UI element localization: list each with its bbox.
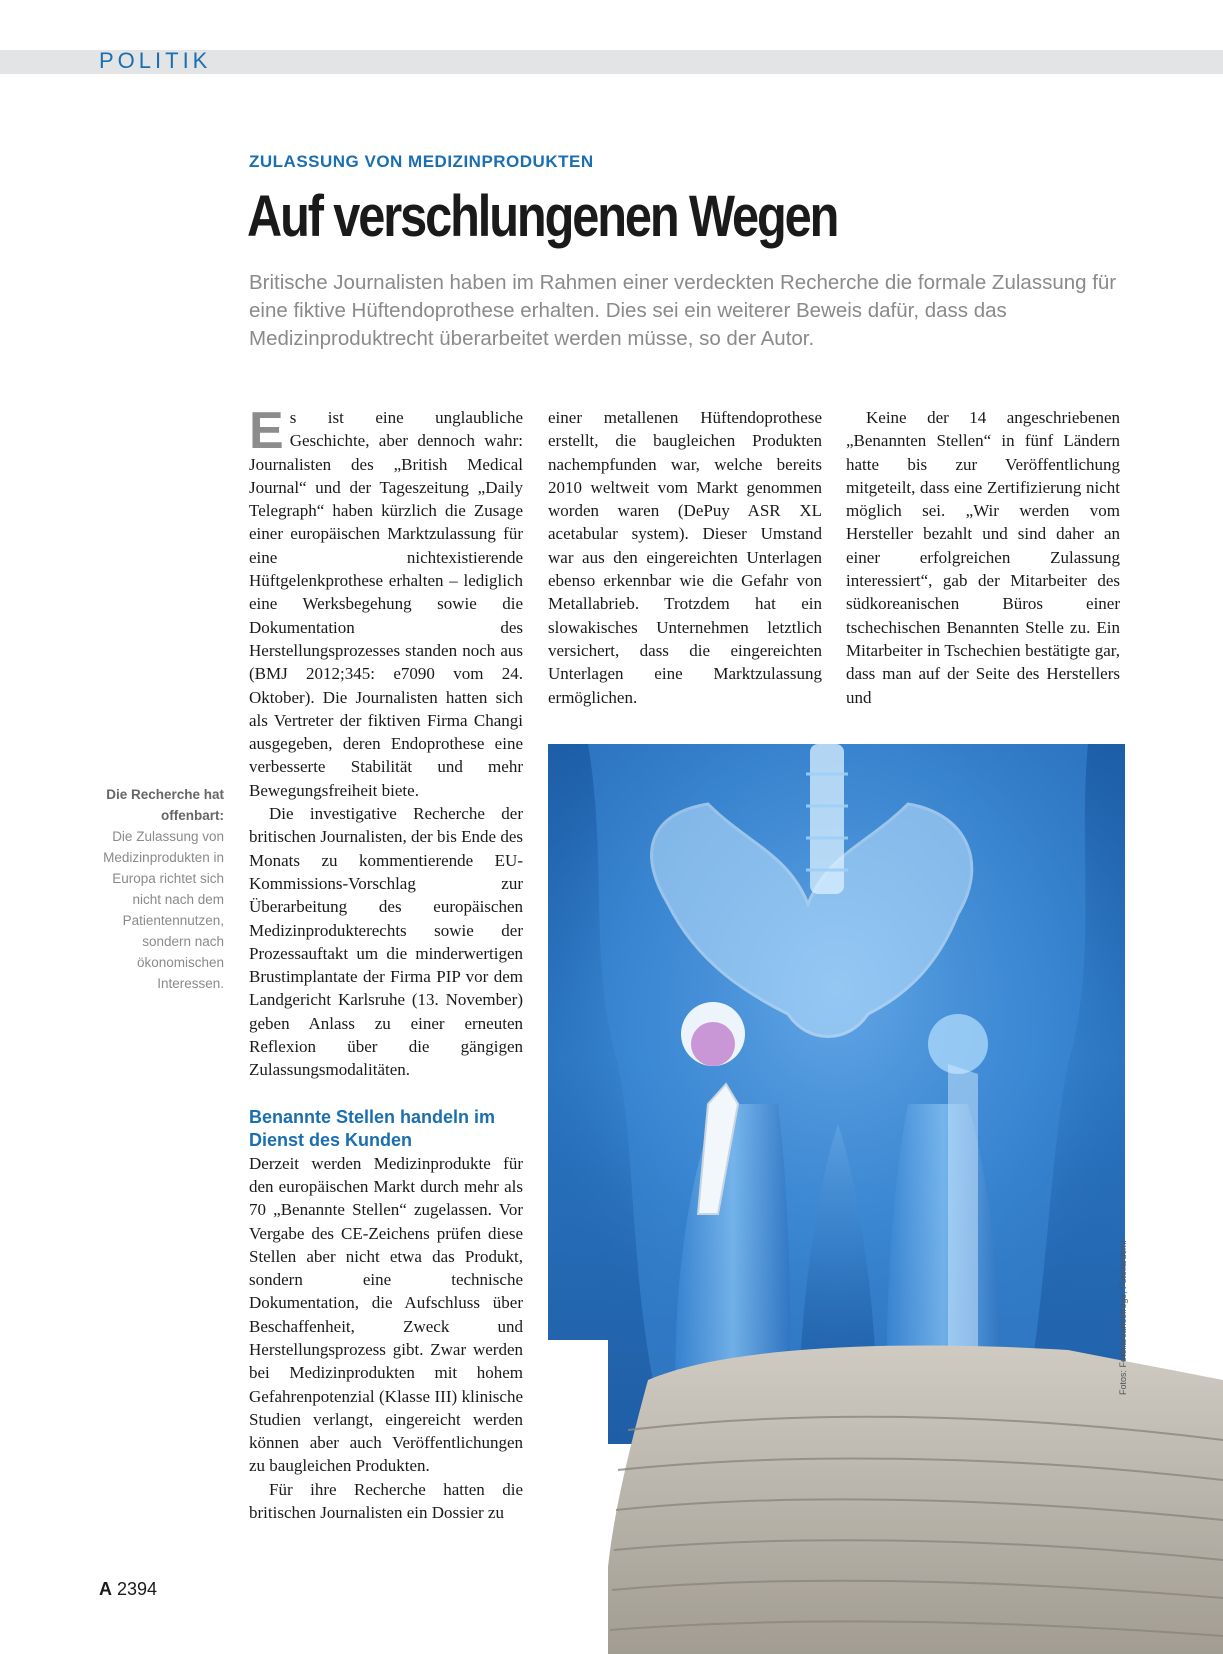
paragraph: Keine der 14 angeschriebenen „Benannten Stellen“ in fünf Ländern hatte bis zur Veröffentlichung mitgeteilt, dass eine Zertifizierung nicht möglich sei. „Wir werden vom Hersteller bezahlt und sind daher an einer erfolgreichen Zulassung interessiert“, gab der Mitarbeiter des südkoreanischen Büros einer tschechischen Benannten Stelle zu. Ein Mitarbeiter in Tschechien bestätigte gar, dass man auf der Seite des Herstellers und: [846, 408, 1120, 707]
section-label: POLITIK: [99, 48, 212, 73]
paragraph: Die investigative Recherche der britischen Journalisten, der bis Ende des Monats zu kommentierende EU-Kommissions-Vorschlag zur Überarbeitung des europäischen Medizinprodukterechts sowie der Prozessauftakt um die minderwertigen Brustimplantate der Firma PIP vor dem Landgericht Karlsruhe (13. November) geben Anlass zu einer erneuten Reflexion über die gängigen Zulassungsmodalitäten.: [249, 804, 523, 1080]
pull-quote: [90, 784, 224, 994]
paragraph: einer metallenen Hüftendoprothese erstellt, die baugleichen Produkten nachempfunden war, welche bereits 2010 weltweit vom Markt genommen worden waren (DePuy ASR XL acetabular system). Dieser Umstand war aus den eingereichten Unterlagen ebenso erkennbar wie die Gefahr von Metallabrieb. Trotzdem hat ein slowakisches Unternehmen letztlich versichert, dass die eingereichten Unterlagen eine Marktzulassung ermöglichen.: [548, 408, 822, 707]
article-lead: Britische Journalisten haben im Rahmen einer verdeckten Recherche die formale Zulassung für eine fiktive Hüftendoprothese erhalten. Dies sei ein weiterer Beweis dafür, dass das Medizinproduktrecht überarbeitet werden müsse, so der Autor.: [249, 271, 1117, 350]
paragraph: Es ist eine unglaubliche Geschichte, aber dennoch wahr: Journalisten des „British Medical Journal“ und der Tageszeitung „Daily Telegraph“ haben kürzlich die Zusage einer europäischen Marktzulassung für eine nichtexistierende Hüftgelenkprothese erhalten – lediglich eine Werksbegehung sowie die Dokumentation des Herstellungsprozesses standen noch aus (BMJ 2012;345: e7090 vom 24. Oktober). Die Journalisten hatten sich als Vertreter der fiktiven Firma Changi ausgegeben, deren Endoprothese eine verbesserte Stabilität und mehr Bewegungsfreiheit biete.: [249, 402, 523, 800]
paragraph: Derzeit werden Medizinprodukte für den europäischen Markt durch mehr als 70 „Benannte Stellen“ zugelassen. Vor Vergabe des CE-Zeichens prüfen diese Stellen aber nicht etwa das Produkt, sondern eine technische Dokumentation, die Aufschluss über Beschaffenheit, Zweck und Herstellungsprozess gibt. Zwar werden bei Medizinprodukten mit hohem Gefahrenpotenzial (Klasse III) klinische Studien verlangt, eingereicht werden können aber auch Veröffentlichungen zu baugleichen Produkten.: [249, 1153, 523, 1476]
article-title: Auf verschlungenen Wegen: [247, 184, 838, 249]
text-column-2: [548, 406, 822, 709]
page-number: A 2394: [99, 1579, 158, 1599]
pelvis-xray-graphic: [548, 744, 1125, 1444]
text-column-3: [846, 406, 1120, 709]
text-column-1: [249, 402, 523, 1524]
pull-quote-text: Die Zulassung von Medizinprodukten in Europa richtet sich nicht nach dem Patientennutzen, sondern nach ökonomischen Interessen.: [103, 829, 224, 991]
drop-cap: E: [249, 402, 284, 460]
hip-prosthesis-illustration: [548, 744, 1125, 1444]
article-kicker: ZULASSUNG VON MEDIZINPRODUKTEN: [249, 152, 594, 171]
photo-credit: Fotos: Fotolia/carlosfrogs, Fotolia/dcml: [1118, 1240, 1128, 1395]
article-subhead: Benannte Stellen handeln im Dienst des Kunden: [249, 1106, 496, 1150]
paragraph: Für ihre Recherche hatten die britischen Journalisten ein Dossier zu: [249, 1479, 523, 1523]
pull-quote-title: Die Recherche hat offenbart:: [106, 787, 224, 823]
